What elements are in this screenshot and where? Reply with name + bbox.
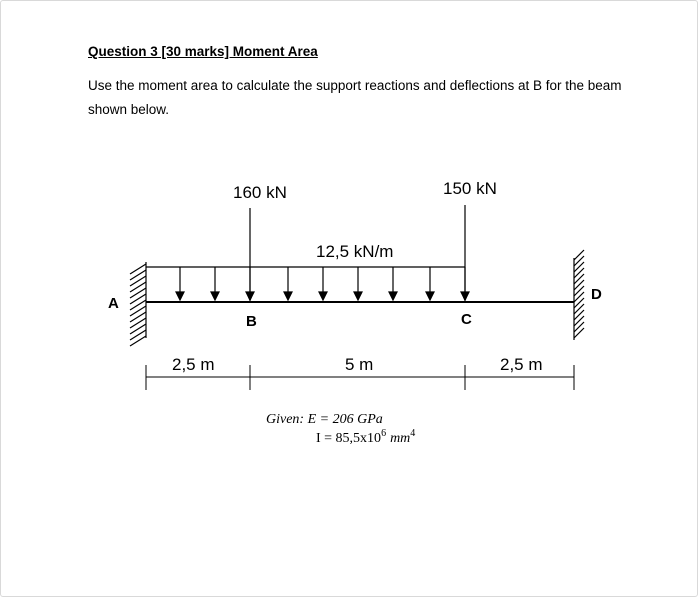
hatch-line [130, 300, 146, 310]
point-C-label: C [461, 311, 472, 328]
hatch-line [574, 286, 584, 296]
given-I: $I = 85,5x10^6$ $mm^4$ [316, 428, 416, 446]
given-E: Given: E = 206 GPa [266, 412, 383, 427]
hatch-line [574, 316, 584, 326]
hatch-line [574, 304, 584, 314]
hatch-line [574, 262, 584, 272]
dim-CD-label: 2,5 m [500, 355, 543, 374]
question-title: Question 3 [30 marks] Moment Area [88, 44, 318, 59]
hatch-line [130, 312, 146, 322]
udl-load [146, 267, 469, 300]
udl-arrowhead [354, 292, 362, 300]
point-B-label: B [246, 313, 257, 330]
udl-arrowhead [319, 292, 327, 300]
hatch-line [574, 292, 584, 302]
hatch-line [130, 264, 146, 274]
dim-AB-label: 2,5 m [172, 355, 215, 374]
question-line-1: Use the moment area to calculate the support reactions and deflections at B for the beam [88, 78, 622, 93]
point-D-label: D [591, 286, 602, 303]
hatch-line [574, 280, 584, 290]
point-load-C-label: 150 kN [443, 179, 497, 198]
point-load-C-arrow [461, 205, 469, 302]
point-load-B-label: 160 kN [233, 183, 287, 202]
question-line-2: shown below. [88, 102, 170, 117]
hatch-line [130, 288, 146, 298]
fixed-support-A [130, 262, 146, 346]
point-A-label: A [108, 295, 119, 312]
hatch-line [574, 298, 584, 308]
point-load-B-arrow [246, 208, 254, 302]
hatch-line [574, 274, 584, 284]
udl-arrowhead [211, 292, 219, 300]
hatch-line [574, 268, 584, 278]
hatch-line [130, 336, 146, 346]
hatch-line [130, 324, 146, 334]
udl-arrowhead [389, 292, 397, 300]
hatch-line [574, 256, 584, 266]
hatch-line [130, 306, 146, 316]
hatch-line [574, 322, 584, 332]
hatch-line [130, 330, 146, 340]
udl-arrowhead [284, 292, 292, 300]
hatch-line [130, 282, 146, 292]
hatch-line [130, 318, 146, 328]
dim-BC-label: 5 m [345, 355, 374, 374]
udl-arrowhead [426, 292, 434, 300]
hatch-line [574, 310, 584, 320]
hatch-line [574, 250, 584, 260]
udl-label: 12,5 kN/m [316, 242, 394, 261]
hatch-line [130, 270, 146, 280]
hatch-line [574, 328, 584, 338]
hatch-line [130, 276, 146, 286]
udl-arrowhead [176, 292, 184, 300]
hatch-line [130, 294, 146, 304]
fixed-support-D [574, 250, 584, 340]
